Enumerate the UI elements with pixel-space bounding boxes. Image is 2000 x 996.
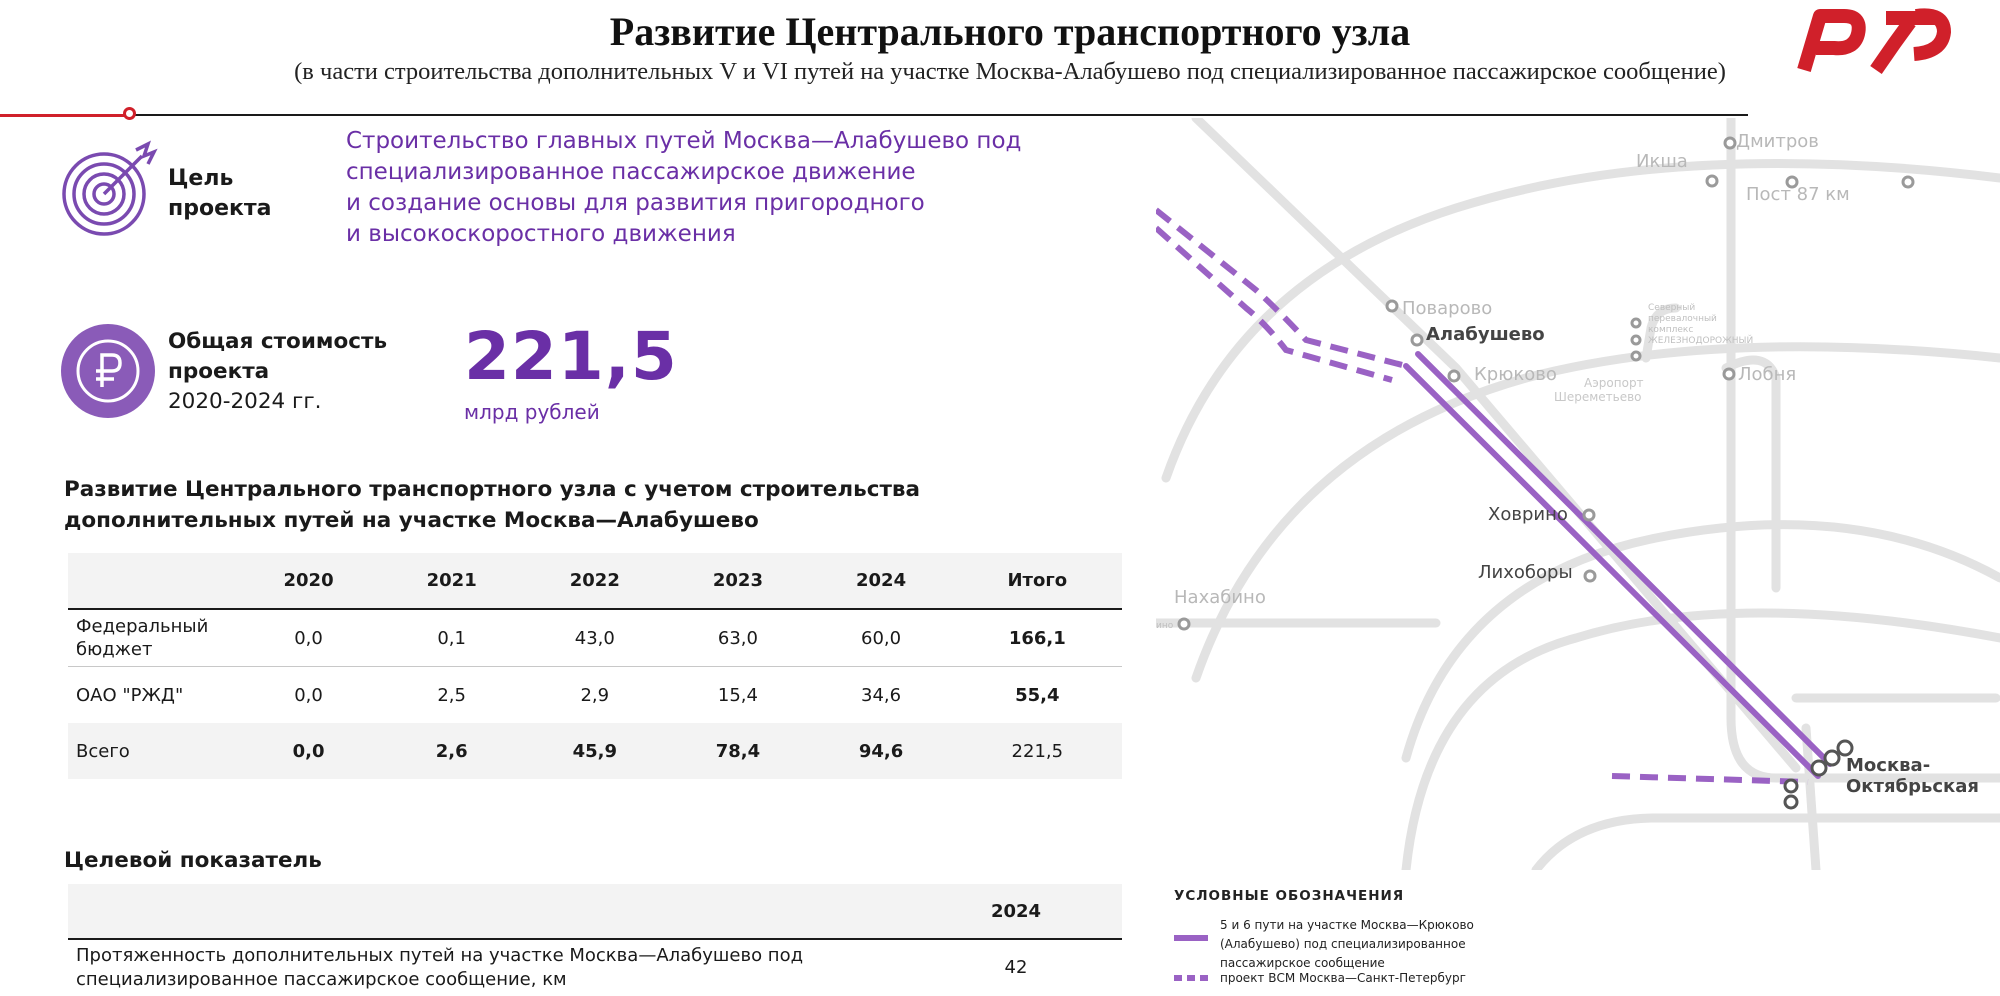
goal-text: Строительство главных путей Москва—Алабушево под специализированное пассажирское движение и создание основы для развития пригородного и высокоскоростного движения xyxy=(346,128,1022,247)
table-row xyxy=(68,723,1122,779)
cost-value: 221,5 xyxy=(464,318,678,395)
cost-unit: млрд рублей xyxy=(464,400,600,424)
column-header xyxy=(68,553,237,609)
table-cell: 45,9 xyxy=(523,723,666,779)
map-small-label: комплекс xyxy=(1648,325,1694,335)
column-header: 2024 xyxy=(910,884,1122,939)
table-cell: 2,9 xyxy=(580,684,610,706)
table-cell-total: 55,4 xyxy=(1015,684,1060,706)
station-marker xyxy=(1724,369,1734,379)
column-header: Итого xyxy=(953,553,1122,609)
table-cell: 0,0 xyxy=(294,684,323,706)
table-cell-total: 221,5 xyxy=(953,723,1122,779)
page-subtitle: (в части строительства дополнительных V и VI путей на участке Москва-Алабушево под специализированное пассажирское сообщение) xyxy=(294,58,1726,85)
station-marker xyxy=(1825,751,1839,765)
financing-table xyxy=(68,553,1122,779)
map-ring-center xyxy=(1406,613,2000,870)
station-marker xyxy=(1838,741,1852,755)
track-line-2 xyxy=(1418,354,1830,764)
table-cell: 0,1 xyxy=(380,609,523,667)
header-divider-accent xyxy=(0,114,128,117)
page-title: Развитие Центрального транспортного узла xyxy=(609,9,1411,54)
map-small-label: перевалочный xyxy=(1648,314,1717,324)
station-label: Крюково xyxy=(1474,364,1557,385)
map-small-label: Северный xyxy=(1648,303,1696,313)
station-label: Лихоборы xyxy=(1478,562,1573,583)
station-label: Поварово xyxy=(1402,298,1493,319)
legend-solid-text: 5 и 6 пути на участке Москва—Крюково (Алабушево) под специализированное пассажирское сообщение xyxy=(1220,918,1474,970)
station-marker xyxy=(1584,510,1594,520)
station-label: Дмитров xyxy=(1736,131,1819,152)
goal-label: Цель проекта xyxy=(168,166,272,221)
table-cell: 0,0 xyxy=(237,723,380,779)
row-label: Федеральный бюджет xyxy=(68,609,237,667)
rzd-logo xyxy=(1786,4,1956,74)
station-label: Октябрьская xyxy=(1846,776,1979,797)
table-cell: 94,6 xyxy=(810,723,953,779)
station-marker xyxy=(1812,761,1826,775)
station-marker xyxy=(1179,619,1189,629)
table-cell: 78,4 xyxy=(666,723,809,779)
column-header: 2022 xyxy=(523,553,666,609)
station-label: Нахабино xyxy=(1174,587,1266,608)
header-divider xyxy=(0,114,1748,116)
station-marker xyxy=(1449,371,1459,381)
station-label: Лобня xyxy=(1738,364,1797,385)
map-small-label: Аэропорт xyxy=(1584,376,1644,390)
target-icon xyxy=(58,140,158,240)
map-small-label: ино xyxy=(1156,621,1174,631)
kpi-title: Целевой показатель xyxy=(64,848,322,873)
ruble-icon xyxy=(60,323,156,419)
station-marker xyxy=(1387,301,1397,311)
cost-label: Общая стоимость проекта 2020-2024 гг. xyxy=(168,329,388,414)
table-header-row xyxy=(68,553,1122,609)
table-cell: 42 xyxy=(1004,957,1028,978)
track-line-1 xyxy=(1406,366,1818,776)
station-marker xyxy=(1785,796,1797,808)
table-cell: 2,5 xyxy=(437,684,466,706)
station-label: Ховрино xyxy=(1488,504,1568,525)
legend-dash-swatch xyxy=(1174,975,1210,981)
row-label: Протяженность дополнительных путей на участке Москва—Алабушево под специализированное пассажирское сообщение, км xyxy=(76,945,804,990)
table-cell: 15,4 xyxy=(717,684,758,706)
table-row xyxy=(68,667,1122,724)
header-divider-dot xyxy=(123,107,136,120)
station-marker xyxy=(1903,177,1913,187)
legend-title: УСЛОВНЫЕ ОБОЗНАЧЕНИЯ xyxy=(1174,888,1405,904)
financing-table-title: Развитие Центрального транспортного узла с учетом строительства дополнительных путей на участке Москва—Алабушево xyxy=(64,477,921,533)
column-header: 2020 xyxy=(237,553,380,609)
column-header: 2024 xyxy=(810,553,953,609)
column-header: 2021 xyxy=(380,553,523,609)
column-header: 2023 xyxy=(666,553,809,609)
kpi-table xyxy=(68,884,1122,996)
table-cell: 2,6 xyxy=(380,723,523,779)
station-marker xyxy=(1585,571,1595,581)
map-small-label: ЖЕЛЕЗНОДОРОЖНЫЙ xyxy=(1648,336,1754,346)
map-line-leningrad xyxy=(1196,118,1796,768)
station-label: Икша xyxy=(1636,151,1688,172)
station-marker xyxy=(1632,336,1640,344)
table-cell: 63,0 xyxy=(666,609,809,667)
station-label: Алабушево xyxy=(1426,324,1545,345)
row-label: Всего xyxy=(68,723,237,779)
legend-dash-text: проект ВСМ Москва—Санкт-Петербург xyxy=(1220,971,1466,985)
station-marker xyxy=(1785,780,1797,792)
station-marker xyxy=(1632,352,1640,360)
table-cell: 60,0 xyxy=(810,609,953,667)
map-line-dmitrov xyxy=(1731,148,2000,778)
map-line-bottom xyxy=(1536,818,2000,870)
table-cell-total: 166,1 xyxy=(953,609,1122,667)
row-label: ОАО "РЖД" xyxy=(76,684,184,706)
table-row xyxy=(68,939,1122,996)
table-header-row xyxy=(68,884,1122,939)
table-cell: 43,0 xyxy=(523,609,666,667)
station-marker xyxy=(1412,335,1422,345)
map-small-label: Шереметьево xyxy=(1554,390,1642,404)
railway-map xyxy=(1156,118,2000,870)
table-cell: 34,6 xyxy=(861,684,902,706)
table-row xyxy=(68,609,1122,667)
station-marker xyxy=(1707,176,1717,186)
table-cell: 0,0 xyxy=(237,609,380,667)
station-label: Пост 87 км xyxy=(1746,184,1850,205)
station-marker xyxy=(1632,319,1640,327)
column-header xyxy=(68,884,910,939)
station-label: Москва- xyxy=(1846,755,1931,776)
station-marker xyxy=(1725,138,1735,148)
legend-solid-swatch xyxy=(1174,935,1208,941)
